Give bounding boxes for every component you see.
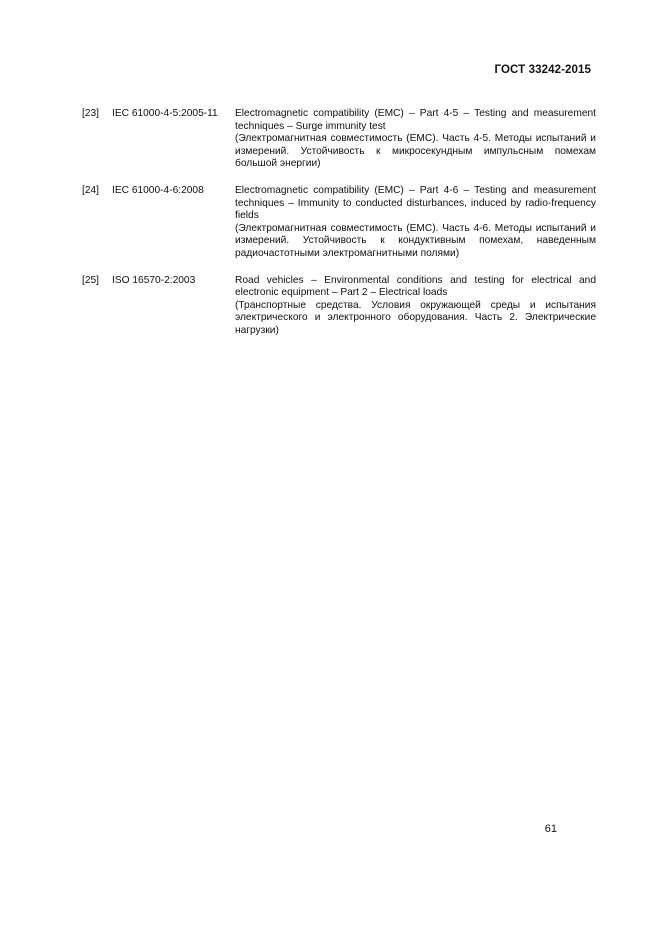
reference-standard: IEC 61000-4-6:2008 — [112, 184, 204, 196]
reference-number: [25] — [82, 274, 99, 286]
reference-title-ru: (Электромагнитная совместимость (EMC). Часть 4-6. Методы испытаний и измерений. Устойчивость к кондуктивным помехам, наведенным радиочастотными электромагнитными полями) — [235, 222, 596, 259]
reference-title-ru: (Транспортные средства. Условия окружающей среды и испытания электрического и электронного оборудования. Часть 2. Электрические нагрузки) — [235, 299, 596, 336]
reference-title-en: Electromagnetic compatibility (EMC) – Part 4-5 – Testing and measurement techniques – Surge immunity test — [235, 108, 596, 132]
reference-number: [23] — [82, 108, 99, 119]
reference-title-ru: (Электромагнитная совместимость (EMC). Часть 4-5. Методы испытаний и измерений. Устойчивость к микросекундным импульсным помехам большой энергии) — [235, 133, 596, 170]
reference-number: [24] — [82, 184, 99, 196]
document-code-header: ГОСТ 33242-2015 — [494, 64, 591, 76]
reference-description — [235, 185, 596, 261]
reference-standard: ISO 16570-2:2003 — [112, 274, 196, 286]
reference-entry-23 — [82, 108, 596, 171]
reference-title-en: Road vehicles – Environmental conditions and testing for electrical and electronic equipment – Part 2 – Electrical loads — [235, 274, 596, 299]
reference-description — [235, 275, 596, 338]
reference-entry-25 — [82, 275, 596, 338]
reference-description — [235, 108, 596, 171]
reference-title-en: Electromagnetic compatibility (EMC) – Part 4-6 – Testing and measurement techniques – Immunity to conducted disturbances, induced by radio-frequency fields — [235, 184, 596, 222]
reference-entry-24 — [82, 185, 596, 261]
page-number: 61 — [544, 823, 557, 835]
references-list — [82, 108, 596, 338]
reference-standard: IEC 61000-4-5:2005-11 — [112, 108, 218, 119]
